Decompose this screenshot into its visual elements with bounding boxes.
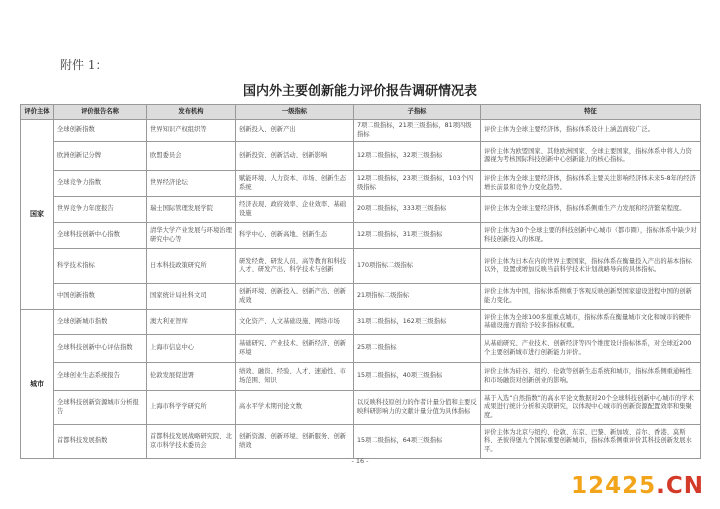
publisher-cell: 首都科技发展战略研究院、北京市科学技术委员会 [147, 425, 236, 459]
sub-indicator-cell: 31项二级指标，162项三级指标 [354, 310, 481, 335]
header-feature: 特征 [481, 105, 701, 120]
feature-cell: 评价主体为日本在内的世界主要国家，指标体系在衡量投入产出的基本指标以外，设置或增加反映当前科学技术计划战略导向的具体指标。 [481, 249, 701, 284]
table-row [21, 197, 701, 223]
publisher-cell: 国家统计局社科文司 [147, 284, 236, 310]
feature-cell: 评价主体为30个全球主要的科技创新中心城市（都市圈），指标体系中缺少对科技创新投入的体现。 [481, 223, 701, 249]
primary-indicator-cell: 绩效、融资、经验、人才、速通性、市场范围、知识 [236, 363, 354, 391]
publisher-cell: 世界经济论坛 [147, 171, 236, 197]
primary-indicator-cell: 经济表现、政府效率、企业效率、基础设施 [236, 197, 354, 223]
watermark-suffix: .CN [656, 473, 704, 499]
report-name-cell: 全球科技创新中心指数 [54, 223, 147, 249]
subject-cell: 城市 [21, 310, 54, 459]
attachment-label: 附件 1： [60, 58, 108, 72]
feature-cell: 从基础研究、产业技术、创新经济等四个维度设计指标体系，对全球近200个主要创新城市进行创新能力评价。 [481, 335, 701, 363]
publisher-cell: 澳大利亚智库 [147, 310, 236, 335]
report-name-cell: 首都科技发展指数 [54, 425, 147, 459]
publisher-cell: 瑞士国际管理发展学院 [147, 197, 236, 223]
sub-indicator-cell: 12项二级指标，32项三级指标 [354, 142, 481, 171]
sub-indicator-cell: 12项二级指标，23项三级指标，103个四级指标 [354, 171, 481, 197]
report-name-cell: 世界竞争力年度报告 [54, 197, 147, 223]
primary-indicator-cell: 文化资产、人文基础设施、网络市场 [236, 310, 354, 335]
survey-table [20, 104, 701, 459]
sub-indicator-cell: 15项二级指标，64项三级指标 [354, 425, 481, 459]
header-publisher: 发布机构 [147, 105, 236, 120]
report-name-cell: 全球创业生态系统报告 [54, 363, 147, 391]
page-title: 国内外主要创新能力评价报告调研情况表 [242, 84, 477, 99]
report-name-cell: 全球创新城市指数 [54, 310, 147, 335]
table-row [21, 249, 701, 284]
table-row [21, 284, 701, 310]
primary-indicator-cell: 创新环境、创新投入、创新产出、创新成效 [236, 284, 354, 310]
feature-cell: 评价主体为全球100多座重点城市，指标体系在衡量城市文化和城市的硬件基础设施方面给予较多指标权重。 [481, 310, 701, 335]
feature-cell: 评价主体为硅谷、纽约、伦敦等创新生态系统和城市，指标体系侧重通畅性和市场融资对创新创业的影响。 [481, 363, 701, 391]
primary-indicator-cell: 科学中心、创新高地、创新生态 [236, 223, 354, 249]
publisher-cell: 日本科技政策研究所 [147, 249, 236, 284]
site-watermark [571, 473, 704, 499]
feature-cell: 基于入选“自然指数”的高水平论文数据对20个全球科技创新中心城市的学术成果进行统计分析和关联研究，以体现中心城市的创新资源配置效率和集聚度。 [481, 391, 701, 425]
feature-cell: 评价主体为欧盟国家、其他欧洲国家、全球主要国家，指标体系中将人力资源视为考核国际科技创新中心创新能力的核心指标。 [481, 142, 701, 171]
page-number: - 16 - [351, 457, 369, 465]
publisher-cell: 欧盟委员会 [147, 142, 236, 171]
sub-indicator-cell: 7项二级指标，21项三级指标，81项四级指标 [354, 120, 481, 142]
sub-indicator-cell: 15项二级指标，40项三级指标 [354, 363, 481, 391]
publisher-cell: 上海市科学学研究所 [147, 391, 236, 425]
watermark-number: 12425 [571, 473, 657, 499]
table-row [21, 335, 701, 363]
primary-indicator-cell: 高水平学术期刊论文数 [236, 391, 354, 425]
report-name-cell: 欧洲创新记分牌 [54, 142, 147, 171]
table-row [21, 391, 701, 425]
header-sub-indicator: 子指标 [354, 105, 481, 120]
sub-indicator-cell: 以反映科技原创力的作者计量分值和主要反映科研影响力的文献计量分值为具体指标 [354, 391, 481, 425]
publisher-cell: 伦敦发展促进署 [147, 363, 236, 391]
primary-indicator-cell: 基础研究、产业技术、创新经济、创新环境 [236, 335, 354, 363]
feature-cell: 评价主体为全球主要经济体，指标体系主要关注影响经济体未来5-8年的经济增长前景和竞争力变化趋势。 [481, 171, 701, 197]
sub-indicator-cell: 170项指标二级指标 [354, 249, 481, 284]
feature-cell: 评价主体为全球主要经济体，指标体系侧重生产力发展和经济繁荣程度。 [481, 197, 701, 223]
header-subject: 评价主体 [21, 105, 54, 120]
report-name-cell: 中国创新指数 [54, 284, 147, 310]
table-row [21, 171, 701, 197]
primary-indicator-cell: 赋能环境、人力资本、市场、创新生态系统 [236, 171, 354, 197]
report-name-cell: 全球创新指数 [54, 120, 147, 142]
primary-indicator-cell: 创新资源、创新环境、创新服务、创新绩效 [236, 425, 354, 459]
table-row [21, 223, 701, 249]
feature-cell: 评价主体为北京与纽约、伦敦、东京、巴黎、新加坡、首尔、香港、莫斯科、圣彼得堡九个国际重要创新城市，指标体系侧重评价其科技创新发展水平。 [481, 425, 701, 459]
table-row [21, 310, 701, 335]
table-header-row [21, 105, 701, 120]
feature-cell: 评价主体为全球主要经济体，指标体系设计上涵盖面较广泛。 [481, 120, 701, 142]
primary-indicator-cell: 创新投入、创新产出 [236, 120, 354, 142]
sub-indicator-cell: 21项指标二级指标 [354, 284, 481, 310]
publisher-cell: 清华大学产业发展与环境治理研究中心等 [147, 223, 236, 249]
sub-indicator-cell: 12项二级指标，31项三级指标 [354, 223, 481, 249]
report-name-cell: 全球竞争力指数 [54, 171, 147, 197]
subject-cell: 国家 [21, 120, 54, 310]
table-row [21, 142, 701, 171]
publisher-cell: 上海市信息中心 [147, 335, 236, 363]
report-name-cell: 全球科技创新资源城市分析报告 [54, 391, 147, 425]
table-row [21, 425, 701, 459]
report-name-cell: 科学技术指标 [54, 249, 147, 284]
table-row [21, 120, 701, 142]
header-primary-indicator: 一级指标 [236, 105, 354, 120]
sub-indicator-cell: 20项二级指标，333项三级指标 [354, 197, 481, 223]
sub-indicator-cell: 25项二级指标 [354, 335, 481, 363]
report-name-cell: 全球科技创新中心评估指数 [54, 335, 147, 363]
primary-indicator-cell: 研发经费、研发人员、高等教育和科技人才、研发产出、科学技术与创新 [236, 249, 354, 284]
feature-cell: 评价主体为中国，指标体系侧重于客观反映创新型国家建设进程中国的创新能力变化。 [481, 284, 701, 310]
table-row [21, 363, 701, 391]
header-report-name: 评价报告名称 [54, 105, 147, 120]
publisher-cell: 世界知识产权组织等 [147, 120, 236, 142]
primary-indicator-cell: 创新投资、创新活动、创新影响 [236, 142, 354, 171]
